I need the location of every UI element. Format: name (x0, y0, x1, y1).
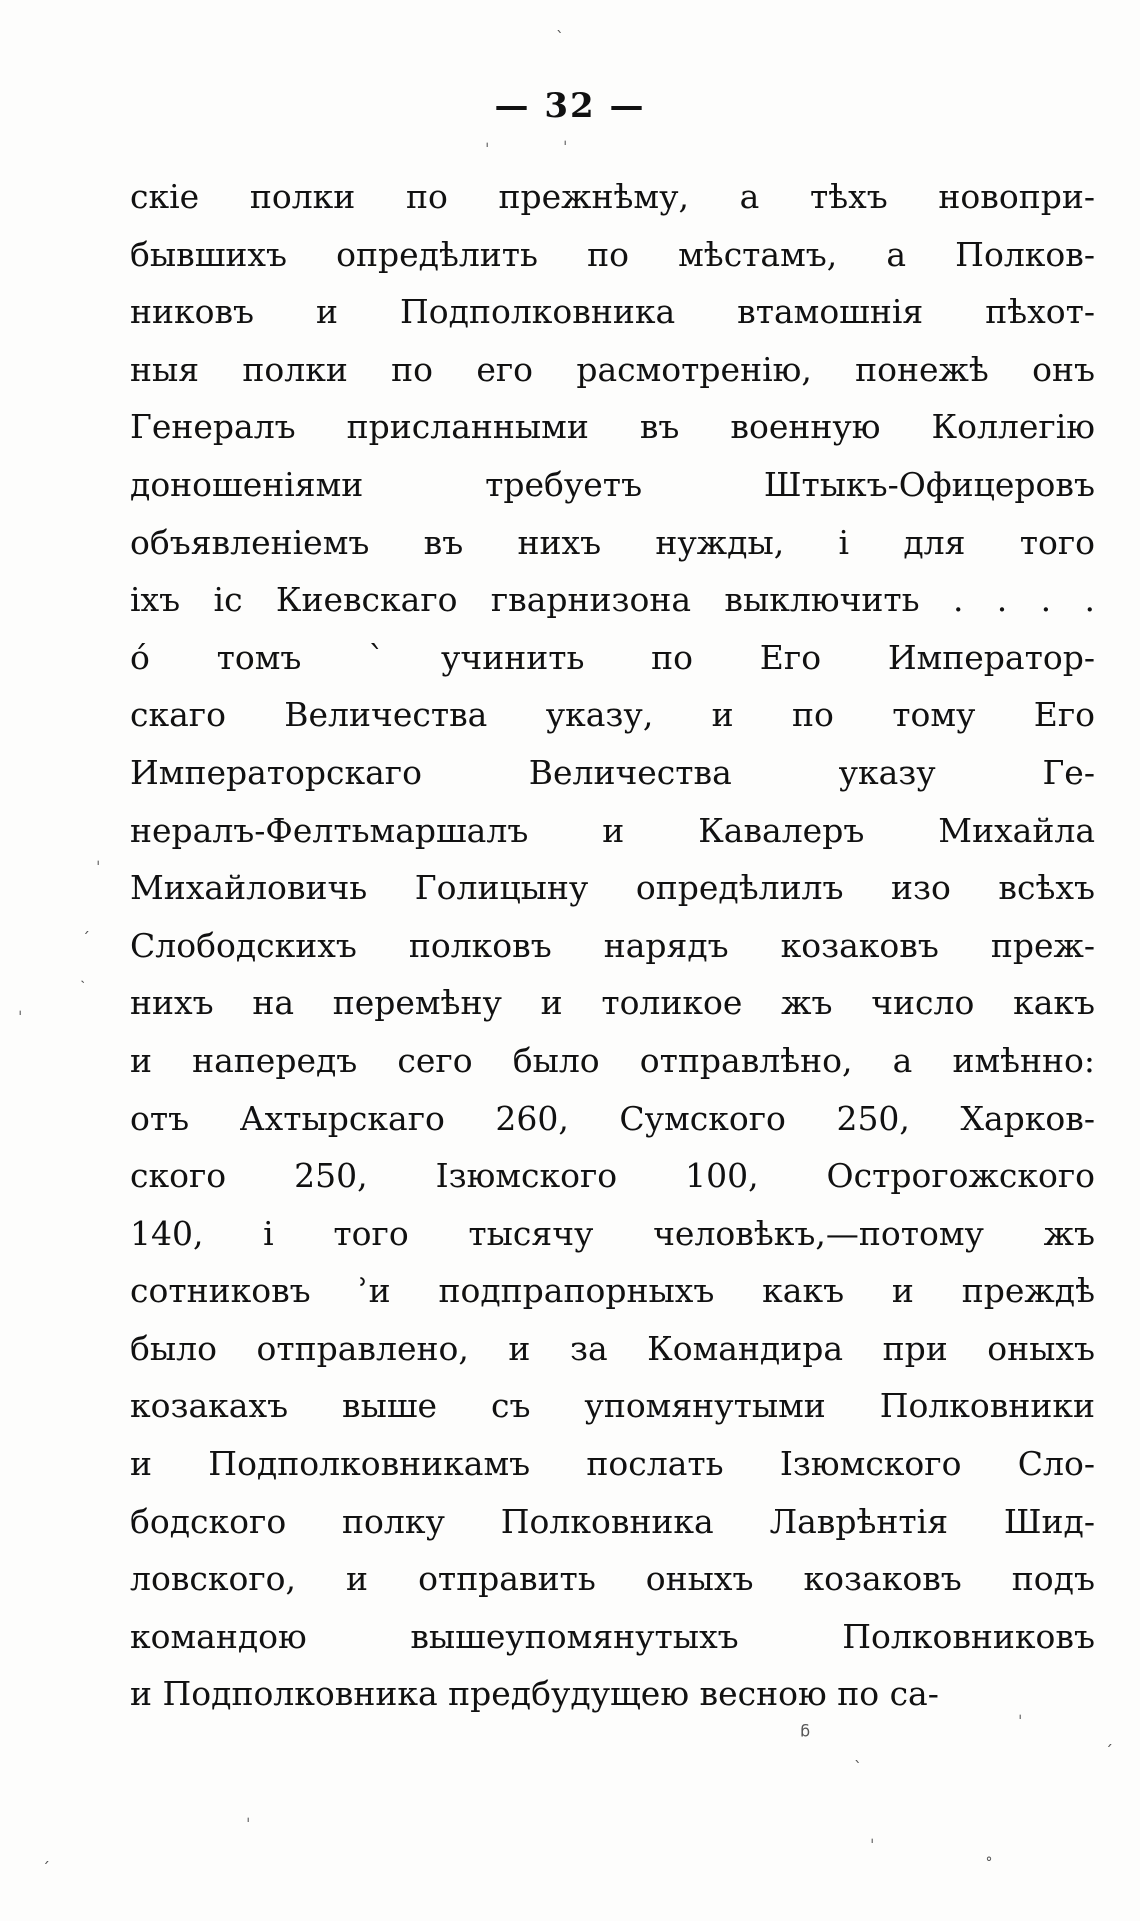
scan-speck: ᵷ (800, 1718, 811, 1737)
text-line: бывшихъ опредѣлить по мѣстамъ, а Полков- (130, 234, 1095, 274)
scan-speck: ˋ (854, 1758, 862, 1777)
text-line: и Подполковника предбудущею весною по са- (130, 1674, 939, 1714)
text-line: командою вышеупомянутыхъ Полковниковъ (130, 1616, 1095, 1656)
text-line: и напередъ сего было отправлѣно, а имѣнно: (130, 1040, 1095, 1080)
scan-speck: ˏ (82, 915, 90, 934)
scan-speck: ˈ (485, 140, 490, 159)
text-line: бодского полку Полковника Лаврѣнтія Шид- (130, 1501, 1095, 1541)
scan-speck: ˴ (80, 970, 86, 989)
text-line: Слободскихъ полковъ нарядъ козаковъ преж- (130, 925, 1095, 965)
text-line: сотниковъ ʾи подпрапорныхъ какъ и преждѣ (130, 1271, 1095, 1311)
text-line: іхъ іс Киевскаго гварнизона выключить . . . . (130, 580, 1095, 620)
scan-speck: ˈ (870, 1836, 875, 1855)
text-line: о́ томъ ˋучинить по Его Император- (130, 637, 1095, 677)
scan-speck: ˈ (96, 858, 101, 877)
scan-speck: ˈ (563, 138, 568, 157)
text-line: никовъ и Подполковника втамошнія пѣхот- (130, 292, 1095, 332)
scan-speck: ˳ (985, 1842, 993, 1861)
text-line: Императорскаго Величества указу Ге- (130, 752, 1095, 792)
text-line: ныя полки по его расмотренію, понежѣ онъ (130, 349, 1095, 389)
text-line: 140, і того тысячу человѣкъ,—потому жъ (130, 1213, 1095, 1253)
text-line: отъ Ахтырскаго 260, Сумского 250, Харков- (130, 1098, 1095, 1138)
text-line: было отправлено, и за Командира при оныхъ (130, 1328, 1095, 1368)
scan-speck: ˈ (1018, 1712, 1023, 1731)
text-line: ловского, и отправить оныхъ козаковъ подъ (130, 1559, 1095, 1599)
text-line: доношеніями требуетъ Штыкъ-Офицеровъ (130, 464, 1095, 504)
scan-speck: ˈ (246, 1815, 251, 1834)
text-line: нихъ на перемѣну и толикое жъ число какъ (130, 983, 1095, 1023)
scan-speck: ˏ (1105, 1728, 1113, 1747)
scan-speck: ˈ (18, 1008, 23, 1027)
text-line: скіе полки по прежнѣму, а тѣхъ новопри- (130, 177, 1095, 216)
text-line: скаго Величества указу, и по тому Его (130, 695, 1095, 735)
text-line: объявленіемъ въ нихъ нужды, і для того (130, 522, 1095, 562)
text-line: и Подполковникамъ послать Ізюмского Сло- (130, 1444, 1095, 1484)
scan-speck: ˋ (556, 28, 564, 47)
body-text (130, 168, 1095, 1723)
text-line: козакахъ выше съ упомянутыми Полковники (130, 1386, 1095, 1426)
text-line: нералъ-Фелтьмаршалъ и Кавалеръ Михайла (130, 810, 1095, 850)
text-line: ского 250, Ізюмского 100, Острогожского (130, 1156, 1095, 1196)
page-number: — 32 — (494, 86, 646, 126)
text-line: Михайловичь Голицыну опредѣлилъ изо всѣхъ (130, 868, 1095, 908)
text-line: Генералъ присланными въ военную Коллегію (130, 407, 1095, 447)
scan-speck: ˏ (42, 1845, 50, 1864)
